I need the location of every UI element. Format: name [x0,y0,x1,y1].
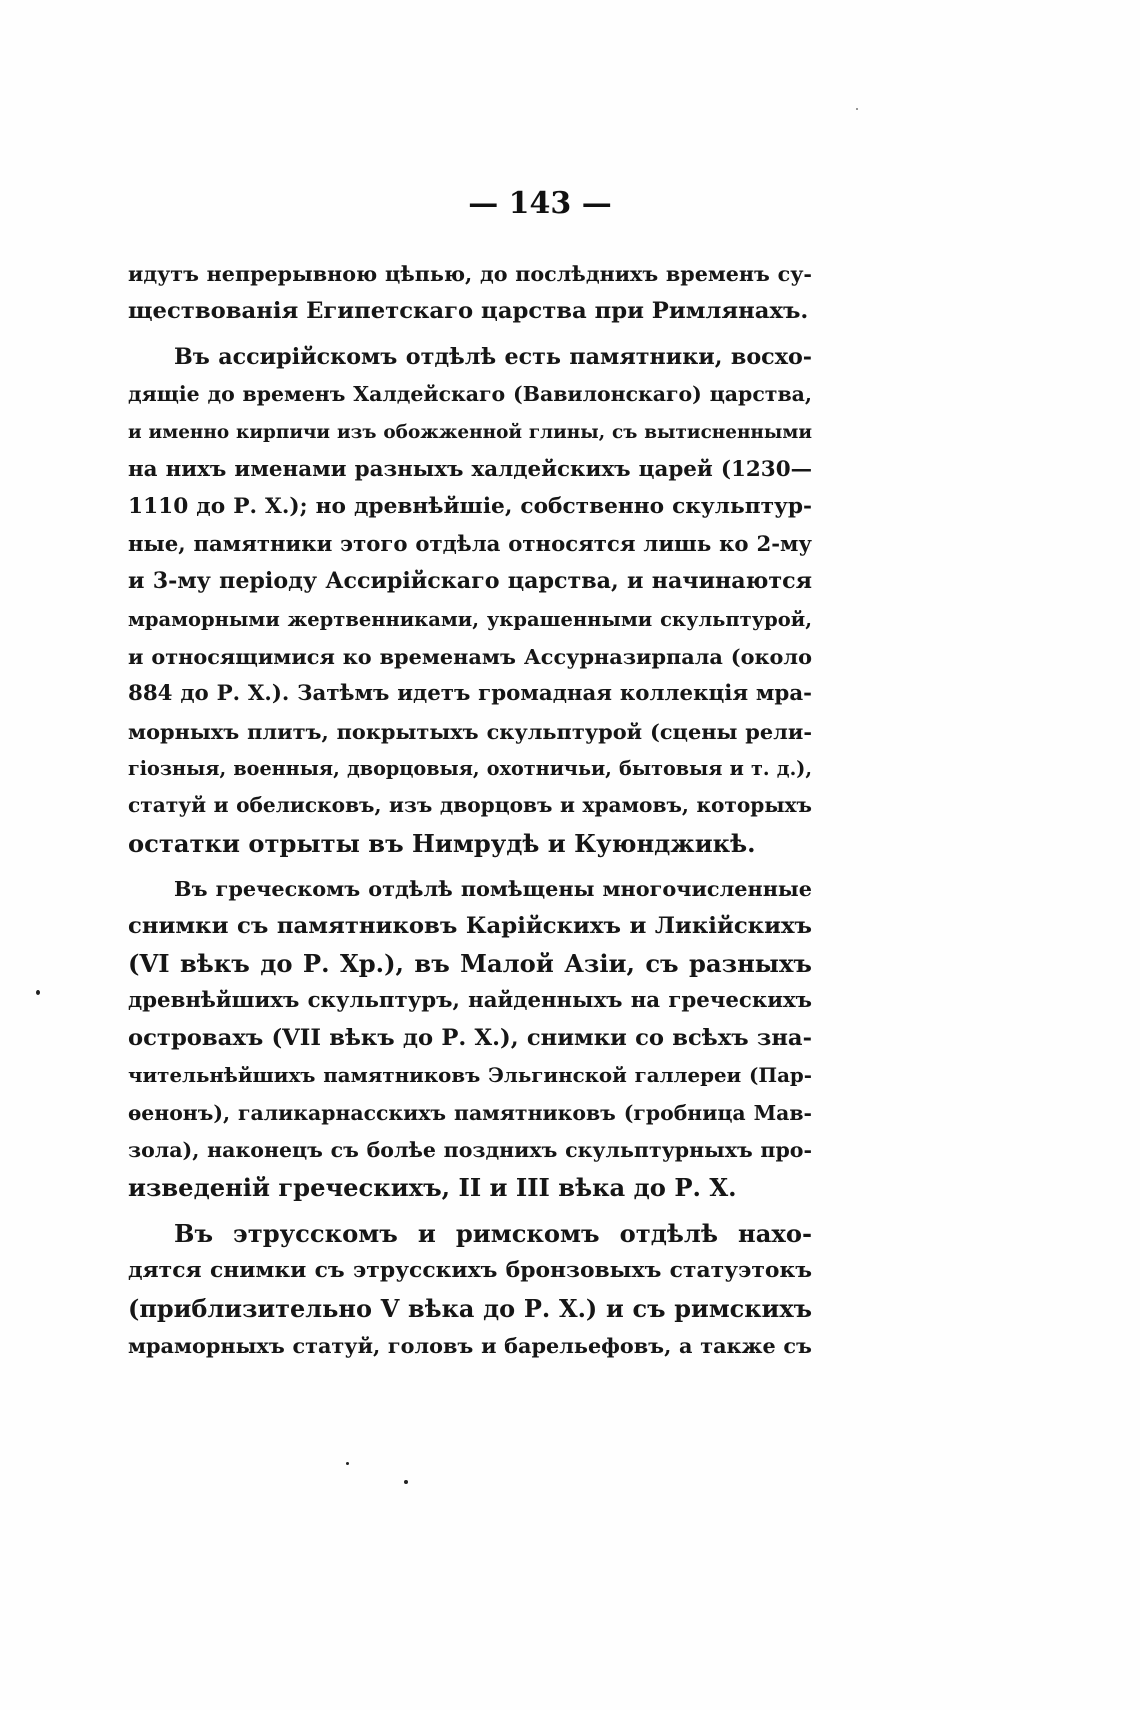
text-line: 1110 до Р. Х.); но древнѣйшіе, собственно скульптур- [128,494,812,520]
text-line: зола), наконецъ съ болѣе позднихъ скульптурныхъ про- [128,1137,812,1162]
scan-speck [856,108,858,110]
text-line: (приблизительно V вѣка до Р. Х.) и съ римскихъ [128,1293,812,1323]
text-line: и 3-му періоду Ассирійскаго царства, и начинаются [128,568,812,595]
text-line: древнѣйшихъ скульптуръ, найденныхъ на греческихъ [128,988,812,1014]
text-line: и именно кирпичи изъ обожженной глины, съ вытисненными [128,421,812,443]
text-line: изведеній греческихъ, II и III вѣка до Р. Х. [128,1173,737,1203]
text-line: статуй и обелисковъ, изъ дворцовъ и храмовъ, которыхъ [128,793,812,818]
text-line: Въ ассирійскомъ отдѣлѣ есть памятники, восхо- [174,343,812,370]
page-number: — 143 — [468,186,612,221]
paragraph-4 [128,1215,812,1365]
scan-speck [36,990,40,995]
text-line: морныхъ плитъ, покрытыхъ скульптурой (сцены рели- [128,718,812,744]
text-line: дящіе до временъ Халдейскаго (Вавилонскаго) царства, [128,382,812,407]
text-line: дятся снимки съ этрусскихъ бронзовыхъ статуэтокъ [128,1257,812,1284]
text-line: чительнѣйшихъ памятниковъ Эльгинской галлереи (Пар- [128,1063,812,1088]
text-line: мраморными жертвенниками, украшенными скульптурой, [128,607,812,631]
text-line: остатки отрыты въ Нимрудѣ и Куюнджикѣ. [128,828,756,858]
text-line: снимки съ памятниковъ Карійскихъ и Ликійскихъ [128,912,812,939]
text-line: 884 до Р. Х.). Затѣмъ идетъ громадная коллекція мра- [128,681,812,707]
text-line: ные, памятники этого отдѣла относятся лишь ко 2-му [128,531,812,557]
text-line: идутъ непрерывною цѣпью, до послѣднихъ временъ су- [128,262,812,286]
scan-speck [404,1480,408,1484]
text-line: на нихъ именами разныхъ халдейскихъ царей (1230— [128,456,812,482]
text-line: островахъ (VII вѣкъ до Р. Х.), снимки со всѣхъ зна- [128,1024,812,1051]
text-line: (VI вѣкъ до Р. Хр.), въ Малой Азіи, съ разныхъ [128,949,812,979]
scan-speck [346,1462,349,1465]
text-line: мраморныхъ статуй, головъ и барельефовъ, а также съ [128,1332,812,1358]
text-line: Въ греческомъ отдѣлѣ помѣщены многочисленные [174,876,812,902]
text-line: Въ этрусскомъ и римскомъ отдѣлѣ нахо- [174,1218,812,1248]
text-line: ществованія Египетскаго царства при Римлянахъ. [128,298,809,325]
text-line: ѳенонъ), галикарнасскихъ памятниковъ (гробница Мав- [128,1100,812,1125]
text-line: и относящимися ко временамъ Ассурназирпала (около [128,643,812,669]
paragraph-3 [128,870,812,1207]
paragraph-2 [128,339,812,862]
body-text [128,256,812,1364]
paragraph-1 [128,256,812,331]
text-line: гіозныя, военныя, дворцовыя, охотничьи, бытовыя и т. д.), [128,757,812,781]
